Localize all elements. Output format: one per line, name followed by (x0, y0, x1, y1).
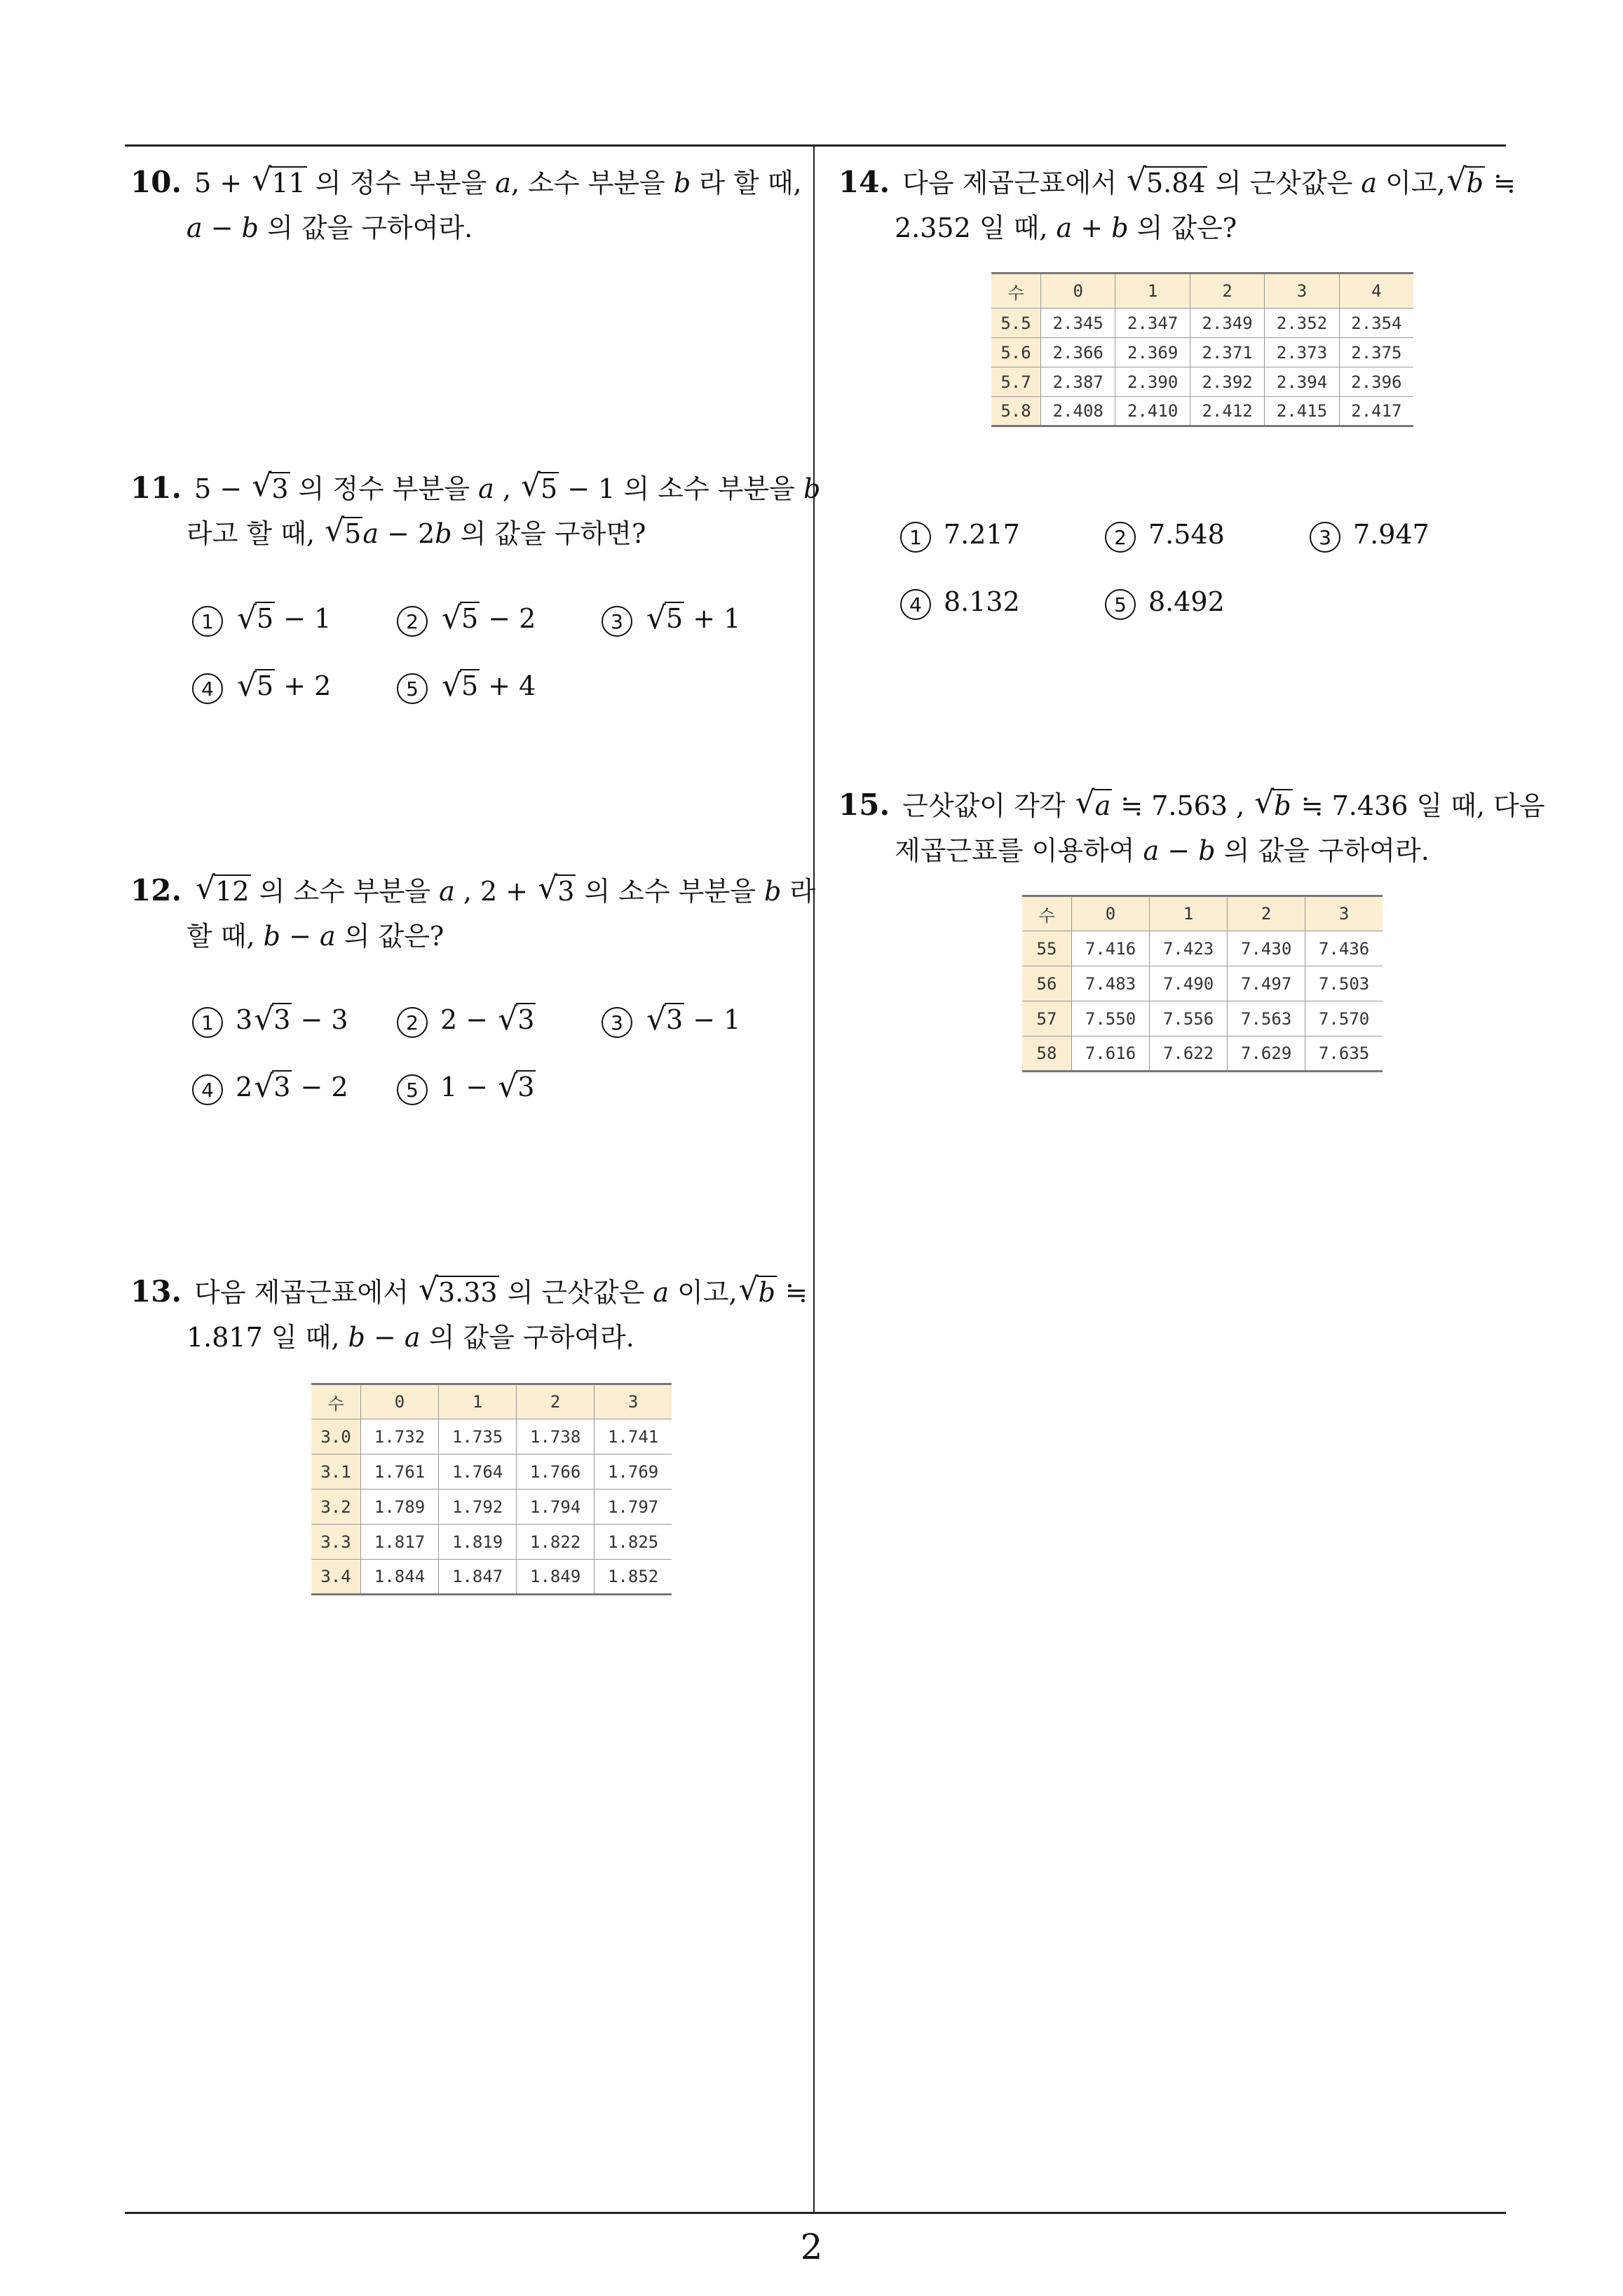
radicand: b (1466, 168, 1483, 198)
text: 의 값을 구하여라. (420, 1322, 634, 1353)
text: ≒ 7.436 일 때, 다음 (1292, 790, 1545, 821)
sqrt (646, 603, 684, 634)
table-cell: 7.616 (1072, 1036, 1150, 1072)
table-cell: 7.563 (1228, 1001, 1305, 1036)
table-cell: 2.408 (1041, 397, 1115, 426)
table-cell: 1.738 (517, 1419, 595, 1454)
radicand: 3 (273, 1072, 291, 1102)
square-root-table-13 (311, 1383, 672, 1595)
table-row (991, 367, 1413, 397)
text: 2.352 일 때, (895, 212, 1057, 243)
sqrt (254, 1072, 292, 1102)
table-row-header: 3.0 (311, 1419, 361, 1454)
table-cell: 7.483 (1072, 966, 1150, 1001)
table-cell: 7.416 (1072, 931, 1150, 966)
variable: b (1198, 835, 1216, 866)
choice-mark: 2 (1105, 522, 1136, 553)
choice-mark: 3 (602, 1007, 632, 1038)
table-cell: 2.354 (1339, 309, 1413, 338)
table-header-cell: 1 (439, 1384, 517, 1419)
page-number: 2 (800, 2227, 823, 2267)
radicand: 12 (215, 876, 250, 907)
variable: a (478, 473, 494, 504)
table-row (311, 1525, 672, 1560)
text: , 2 + (454, 876, 537, 907)
text: + 2 (275, 670, 332, 701)
text: 할 때, (186, 921, 264, 952)
text: 라 할 때, (691, 168, 802, 198)
choice-mark: 5 (1105, 589, 1136, 620)
sqrt (739, 1270, 777, 1315)
choice-text: 7.217 (944, 519, 1020, 550)
radicand: 5 (541, 473, 558, 504)
column-divider (813, 144, 815, 2213)
text: − 2 (292, 1072, 348, 1102)
table-cell: 1.847 (439, 1560, 517, 1595)
text: 의 값을 구하여라. (258, 212, 473, 243)
table-cell: 7.423 (1150, 931, 1228, 966)
sqrt (419, 1270, 499, 1315)
text: 의 값을 구하면? (451, 518, 646, 549)
variable: b (803, 473, 821, 504)
table-cell: 7.550 (1072, 1001, 1150, 1036)
radicand: 3 (666, 1004, 684, 1035)
table-row (1022, 1001, 1383, 1036)
radicand: 5 (461, 603, 479, 634)
text: 3 (236, 1004, 253, 1035)
choice-text: 8.492 (1148, 586, 1225, 617)
choice-2[interactable] (397, 603, 536, 637)
bottom-rule (125, 2212, 1506, 2214)
table-cell: 1.792 (439, 1490, 517, 1525)
sqrt (1254, 783, 1292, 828)
table-row (1022, 966, 1383, 1001)
table-cell: 2.412 (1190, 397, 1264, 426)
table-header-cell: 3 (1305, 896, 1383, 931)
table-cell: 1.817 (361, 1525, 439, 1560)
table-cell: 7.497 (1228, 966, 1305, 1001)
question-number: 13. (130, 1274, 182, 1309)
question-11 (130, 466, 820, 556)
text: 1 − (440, 1072, 497, 1102)
choice-mark: 3 (602, 606, 632, 637)
variable: a (653, 1277, 670, 1308)
question-12 (130, 868, 815, 959)
table-cell: 1.825 (595, 1525, 672, 1560)
table-row-header: 5.8 (991, 397, 1041, 426)
variable: b (1111, 212, 1129, 243)
choice-4[interactable] (900, 586, 1020, 620)
radicand: a (1094, 790, 1111, 821)
question-number: 15. (838, 788, 890, 822)
table-row (311, 1490, 672, 1525)
square-root-table-14 (991, 272, 1413, 427)
radicand: 3 (271, 473, 289, 504)
table-cell: 2.415 (1265, 397, 1339, 426)
sqrt (521, 466, 559, 511)
choice-1[interactable] (192, 1004, 348, 1038)
text: 의 값은? (335, 921, 444, 952)
table-header-cell: 3 (595, 1384, 672, 1419)
table-cell: 7.622 (1150, 1036, 1228, 1072)
table-row (991, 397, 1413, 426)
table-cell: 1.761 (361, 1454, 439, 1490)
question-number: 12. (130, 873, 182, 907)
radicand: 11 (271, 168, 306, 198)
question-14-line-1 (838, 160, 1516, 205)
table-cell: 2.373 (1265, 338, 1339, 367)
table-cell: 1.764 (439, 1454, 517, 1490)
text: 5 − (194, 473, 251, 504)
sqrt (237, 670, 275, 701)
table-cell: 2.375 (1339, 338, 1413, 367)
table-row (311, 1560, 672, 1595)
question-number: 11. (130, 471, 182, 505)
table-cell: 7.503 (1305, 966, 1383, 1001)
question-14-line-2 (838, 205, 1516, 250)
text: − (202, 212, 242, 243)
choice-2[interactable] (1105, 519, 1225, 553)
table-header-cell: 4 (1339, 274, 1413, 309)
text: − 1 의 소수 부분을 (559, 473, 803, 504)
choice-mark: 5 (397, 673, 428, 704)
text: 의 값을 구하여라. (1215, 835, 1430, 866)
question-14 (838, 160, 1516, 250)
table-header-cell: 수 (311, 1384, 361, 1419)
variable: a (495, 168, 511, 198)
table-header-cell: 수 (1022, 896, 1072, 931)
variable: b (348, 1322, 365, 1353)
table-row (311, 1419, 672, 1454)
radicand: b (1274, 790, 1291, 821)
table-header-cell: 1 (1115, 274, 1190, 309)
table-cell: 7.436 (1305, 931, 1383, 966)
table-row-header: 5.7 (991, 367, 1041, 397)
table-row-header: 3.1 (311, 1454, 361, 1490)
table-cell: 1.822 (517, 1525, 595, 1560)
text: 의 값은? (1128, 212, 1237, 243)
variable: b (435, 518, 452, 549)
table-header-cell: 2 (1228, 896, 1305, 931)
text: 의 정수 부분을 (290, 473, 479, 504)
sqrt (498, 1072, 536, 1102)
sqrt (646, 1004, 684, 1035)
table-cell: 7.570 (1305, 1001, 1383, 1036)
table-cell: 1.849 (517, 1560, 595, 1595)
table-row (311, 1454, 672, 1490)
sqrt (252, 466, 290, 511)
sqrt (237, 603, 275, 634)
radicand: 5 (257, 603, 274, 634)
text: 2 (236, 1072, 253, 1102)
table-row-header: 58 (1022, 1036, 1072, 1072)
table-cell: 1.732 (361, 1419, 439, 1454)
text: , 소수 부분을 (510, 168, 674, 198)
variable: a (362, 518, 379, 549)
table-cell: 1.794 (517, 1490, 595, 1525)
radicand: 5 (344, 518, 362, 549)
text: ≒ 7.563 , (1112, 790, 1254, 821)
choice-mark: 2 (397, 606, 428, 637)
variable: b (263, 921, 280, 952)
text: − 1 (275, 603, 332, 634)
sqrt (196, 869, 250, 914)
table-cell: 2.392 (1190, 367, 1264, 397)
table-cell: 2.366 (1041, 338, 1115, 367)
text: − 2 (480, 603, 536, 634)
text: + 4 (480, 670, 536, 701)
table-row-header: 3.3 (311, 1525, 361, 1560)
table-row-header: 55 (1022, 931, 1072, 966)
text: 1.817 일 때, (186, 1322, 348, 1353)
choice-mark: 5 (397, 1074, 428, 1105)
table-cell: 2.369 (1115, 338, 1190, 367)
choice-mark: 3 (1310, 522, 1340, 553)
table-cell: 2.352 (1265, 309, 1339, 338)
choice-5[interactable] (397, 670, 536, 704)
choice-text: 8.132 (944, 586, 1020, 617)
choice-3[interactable] (602, 1004, 740, 1038)
table-row-header: 3.4 (311, 1560, 361, 1595)
table-cell: 7.635 (1305, 1036, 1383, 1072)
sqrt (1127, 161, 1207, 205)
table-row-header: 5.6 (991, 338, 1041, 367)
text: 5 + (194, 168, 251, 198)
square-root-table-15 (1022, 895, 1383, 1072)
choice-1[interactable] (192, 603, 331, 637)
question-number: 10. (130, 165, 182, 199)
table-header-cell: 수 (991, 274, 1041, 309)
text: 의 소수 부분을 (250, 876, 440, 907)
table-header-cell: 3 (1265, 274, 1339, 309)
sqrt (252, 161, 306, 205)
text: 의 근삿값은 (1207, 168, 1361, 198)
choice-text: 7.548 (1148, 519, 1225, 550)
variable: a (1361, 168, 1378, 198)
table-row-header: 56 (1022, 966, 1072, 1001)
table-row (991, 338, 1413, 367)
table-cell: 2.345 (1041, 309, 1115, 338)
variable: b (763, 876, 782, 907)
text: + 1 (684, 603, 741, 634)
radicand: b (758, 1277, 775, 1308)
sqrt (538, 869, 576, 914)
text: 라고 할 때, (186, 518, 324, 549)
radicand: 5 (461, 670, 479, 701)
variable: a (1056, 212, 1073, 243)
text: ≒ (776, 1277, 808, 1308)
choice-mark: 1 (192, 1007, 223, 1038)
question-number: 14. (838, 165, 890, 199)
table-cell: 2.349 (1190, 309, 1264, 338)
radicand: 5 (257, 670, 274, 701)
text: 다음 제곱근표에서 (194, 1277, 417, 1308)
text: 근삿값이 각각 (902, 790, 1074, 821)
text: 라 (781, 876, 816, 907)
sqrt (498, 1004, 536, 1035)
variable: b (241, 212, 259, 243)
choice-mark: 4 (192, 673, 223, 704)
choice-mark: 2 (397, 1007, 428, 1038)
question-10-line-1 (130, 160, 802, 205)
text: 2 − (440, 1004, 497, 1035)
text: 제곱근표를 이용하여 (895, 835, 1143, 866)
table-cell: 7.490 (1150, 966, 1228, 1001)
table-cell: 1.789 (361, 1490, 439, 1525)
question-15-line-1 (838, 783, 1545, 828)
table-cell: 1.844 (361, 1560, 439, 1595)
text: − 3 (292, 1004, 348, 1035)
sqrt (1075, 783, 1113, 828)
variable: a (186, 212, 203, 243)
table-header-cell: 2 (517, 1384, 595, 1419)
table-header-cell: 0 (1041, 274, 1115, 309)
table-cell: 1.741 (595, 1419, 672, 1454)
question-11-line-2 (130, 511, 820, 556)
table-cell: 1.852 (595, 1560, 672, 1595)
choice-mark: 1 (192, 606, 223, 637)
radicand: 3 (273, 1004, 291, 1035)
radicand: 5.84 (1146, 168, 1206, 198)
table-cell: 2.387 (1041, 367, 1115, 397)
table-row (991, 309, 1413, 338)
table-cell: 2.371 (1190, 338, 1264, 367)
question-13-line-2 (130, 1315, 808, 1360)
table-cell: 2.347 (1115, 309, 1190, 338)
table-header-cell: 1 (1150, 896, 1228, 931)
table-row-header: 5.5 (991, 309, 1041, 338)
table-cell: 2.390 (1115, 367, 1190, 397)
question-13 (130, 1269, 808, 1360)
variable: b (673, 168, 691, 198)
question-10 (130, 160, 802, 250)
choice-2[interactable] (397, 1004, 536, 1038)
question-10-line-2 (130, 205, 802, 250)
radicand: 3.33 (438, 1277, 498, 1308)
text: − 2 (379, 518, 435, 549)
sqrt (442, 603, 480, 634)
table-row-header: 3.2 (311, 1490, 361, 1525)
radicand: 3 (517, 1072, 535, 1102)
table-cell: 1.797 (595, 1490, 672, 1525)
text: 이고, (669, 1277, 738, 1308)
text: 의 근삿값은 (498, 1277, 653, 1308)
choice-mark: 4 (900, 589, 931, 620)
variable: a (439, 876, 455, 907)
table-row-header: 57 (1022, 1001, 1072, 1036)
question-13-line-1 (130, 1269, 808, 1315)
table-cell: 2.396 (1339, 367, 1413, 397)
variable: a (404, 1322, 421, 1353)
table-cell: 1.735 (439, 1419, 517, 1454)
sqrt (1447, 161, 1485, 205)
text: − (1159, 835, 1199, 866)
table-cell: 2.417 (1339, 397, 1413, 426)
text: , (494, 473, 520, 504)
choice-4[interactable] (192, 1072, 348, 1105)
text: 이고, (1377, 168, 1446, 198)
choice-1[interactable] (900, 519, 1020, 553)
table-cell: 1.819 (439, 1525, 517, 1560)
text: 다음 제곱근표에서 (902, 168, 1125, 198)
choice-3[interactable] (602, 603, 740, 637)
question-12-line-2 (130, 914, 815, 959)
top-rule (125, 144, 1506, 147)
table-row (1022, 1036, 1383, 1072)
variable: a (319, 921, 336, 952)
table-row (1022, 931, 1383, 966)
choice-5[interactable] (1105, 586, 1225, 620)
question-15 (838, 783, 1545, 873)
text: − 1 (684, 1004, 741, 1035)
choice-5[interactable] (397, 1072, 536, 1105)
table-cell: 1.769 (595, 1454, 672, 1490)
sqrt (442, 670, 480, 701)
table-header-cell: 0 (1072, 896, 1150, 931)
question-11-line-1 (130, 466, 820, 511)
table-cell: 7.556 (1150, 1001, 1228, 1036)
choice-text: 7.947 (1353, 519, 1430, 550)
choice-3[interactable] (1310, 519, 1430, 553)
radicand: 3 (557, 876, 575, 907)
text: − (365, 1322, 405, 1353)
table-header-cell: 2 (1190, 274, 1264, 309)
table-header-cell: 0 (361, 1384, 439, 1419)
text: − (280, 921, 320, 952)
text: 의 소수 부분을 (576, 876, 764, 907)
text: ≒ (1484, 168, 1516, 198)
sqrt (325, 511, 362, 556)
table-cell: 7.430 (1228, 931, 1305, 966)
table-cell: 1.766 (517, 1454, 595, 1490)
table-cell: 7.629 (1228, 1036, 1305, 1072)
table-cell: 2.394 (1265, 367, 1339, 397)
text: + (1072, 212, 1112, 243)
choice-mark: 4 (192, 1074, 223, 1105)
variable: a (1143, 835, 1160, 866)
choice-mark: 1 (900, 522, 931, 553)
question-12-line-1 (130, 868, 815, 914)
radicand: 5 (666, 603, 684, 634)
text: 의 정수 부분을 (306, 168, 496, 198)
question-15-line-2 (838, 828, 1545, 873)
choice-4[interactable] (192, 670, 331, 704)
table-cell: 2.410 (1115, 397, 1190, 426)
radicand: 3 (517, 1004, 535, 1035)
sqrt (254, 1004, 292, 1035)
